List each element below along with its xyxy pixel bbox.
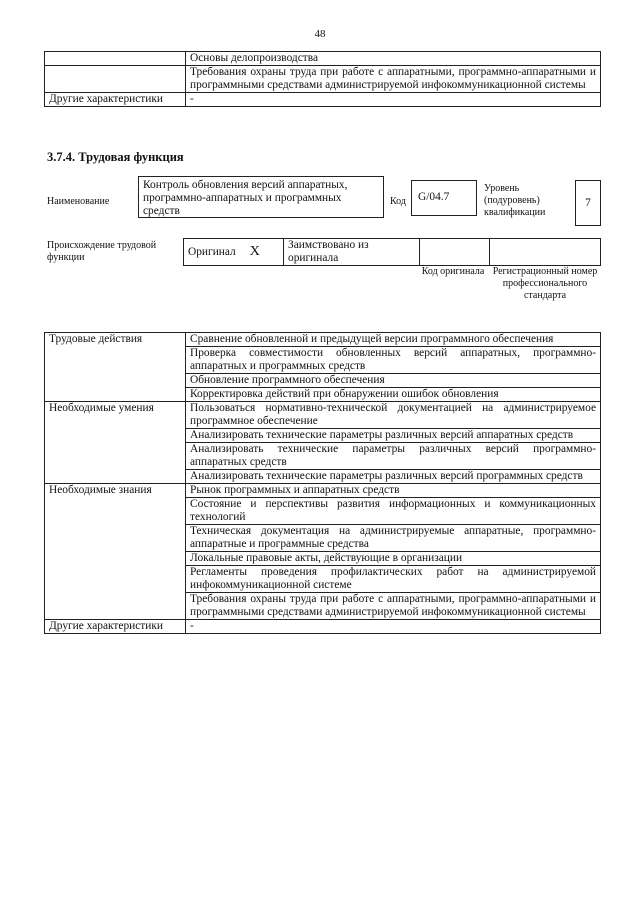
section-title: 3.7.4. Трудовая функция <box>47 150 184 164</box>
page-number: 48 <box>314 28 326 40</box>
name-label: Наименование <box>47 196 110 207</box>
other-characteristics-label: Другие характеристики <box>45 620 186 634</box>
original-mark: X <box>249 244 260 259</box>
top-requirements-table <box>44 51 601 107</box>
list-item: Рынок программных и аппаратных средств <box>186 484 601 498</box>
table-row <box>45 52 601 66</box>
list-item: Требования охраны труда при работе с аппаратными, программно-аппаратными и программными средствами администрируемой инфокоммуникационной системы <box>186 593 601 620</box>
table-row <box>45 484 601 498</box>
list-item: Анализировать технические параметры различных версий аппаратных средств <box>186 429 601 443</box>
row-text: Основы делопроизводства <box>186 52 601 66</box>
table-row <box>45 620 601 634</box>
table-row <box>45 402 601 429</box>
origin-original-cell <box>184 239 284 266</box>
origin-table <box>183 238 601 266</box>
original-label: Оригинал <box>188 246 236 258</box>
other-characteristics-value: - <box>186 93 601 107</box>
row-label <box>45 52 186 66</box>
list-item: Локальные правовые акты, действующие в организации <box>186 552 601 566</box>
list-item: Обновление программного обеспечения <box>186 374 601 388</box>
registration-number-cell <box>490 239 601 266</box>
function-code: G/04.7 <box>411 180 477 216</box>
other-characteristics-value: - <box>186 620 601 634</box>
other-characteristics-label: Другие характеристики <box>45 93 186 107</box>
list-item: Состояние и перспективы развития информационных и коммуникационных технологий <box>186 498 601 525</box>
knowledge-label: Необходимые знания <box>45 484 186 620</box>
function-name: Контроль обновления версий аппаратных, программно-аппаратных и программных средств <box>138 176 384 218</box>
list-item: Анализировать технические параметры различных версий программных средств <box>186 470 601 484</box>
list-item: Пользоваться нормативно-технической документацией на администрируемое программное обеспечение <box>186 402 601 429</box>
row-label <box>45 66 186 93</box>
caption-original-code: Код оригинала <box>421 266 485 277</box>
row-text: Требования охраны труда при работе с аппаратными, программно-аппаратными и программными средствами администрируемой инфокоммуникационной системы <box>186 66 601 93</box>
level-value: 7 <box>575 180 601 226</box>
list-item: Регламенты проведения профилактических работ на администрируемой инфокоммуникационной системе <box>186 566 601 593</box>
borrowed-label: Заимствовано из оригинала <box>284 239 420 266</box>
code-label: Код <box>390 196 406 207</box>
origin-label: Происхождение трудовой функции <box>47 240 157 263</box>
list-item: Анализировать технические параметры различных версий программно-аппаратных средств <box>186 443 601 470</box>
table-row <box>45 93 601 107</box>
table-row <box>45 66 601 93</box>
caption-registration-number: Регистрационный номер профессионального стандарта <box>492 266 598 301</box>
function-details-table <box>44 332 601 634</box>
list-item: Проверка совместимости обновленных версий аппаратных, программно-аппаратных и программных средств <box>186 347 601 374</box>
original-code-cell <box>420 239 490 266</box>
labor-actions-label: Трудовые действия <box>45 333 186 402</box>
skills-label: Необходимые умения <box>45 402 186 484</box>
list-item: Корректировка действий при обнаружении ошибок обновления <box>186 388 601 402</box>
table-row <box>45 333 601 347</box>
list-item: Сравнение обновленной и предыдущей версии программного обеспечения <box>186 333 601 347</box>
list-item: Техническая документация на администрируемые аппаратные, программно-аппаратные и программные средства <box>186 525 601 552</box>
level-label: Уровень (подуровень) квалификации <box>484 183 546 218</box>
